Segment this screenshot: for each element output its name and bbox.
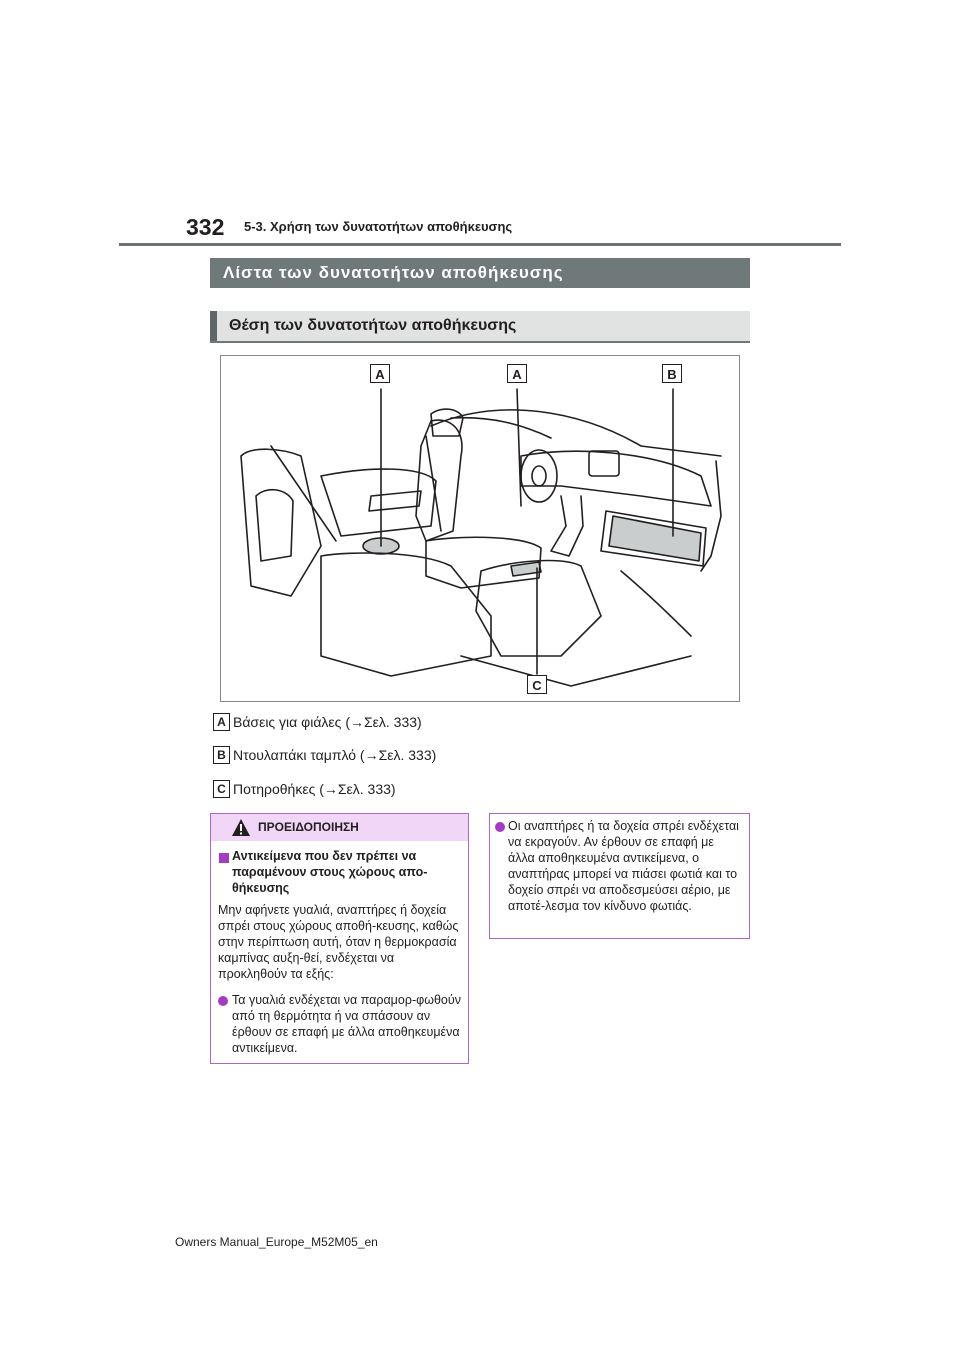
floor-line (461, 656, 691, 686)
running-head: 5-3. Χρήση των δυνατοτήτων αποθήκευσης (244, 219, 513, 234)
center-console-front (551, 496, 583, 556)
warning-heading: Αντικείμενα που δεν πρέπει να παραμένουν στους χώρους απο-θήκευσης (232, 849, 428, 895)
subsection-title-bar (210, 311, 750, 343)
round-bullet-icon (495, 822, 505, 832)
door-armrest (369, 491, 421, 511)
section-title: Λίστα των δυνατοτήτων αποθήκευσης (210, 258, 750, 288)
continued-warning-box (489, 813, 750, 939)
callout-b: B (662, 364, 682, 383)
continued-warning-bullet: Οι αναπτήρες ή τα δοχεία σπρέι ενδέχεται να εκραγούν. Αν έρθουν σε επαφή με άλλα αποθηκευμένα αντικείμενα, ο αναπτήρας μπορεί να πιάσει φωτιά και το δοχείο σπρέι να αποδεσμεύσει αέριο, με αποτέ-λεσμα τον κίνδυνο φωτιάς. (508, 819, 739, 913)
callout-a-center: A (507, 364, 527, 383)
legend-text-a: Βάσεις για φιάλες (→Σελ. 333) (233, 714, 422, 730)
header-rule (119, 243, 841, 246)
warning-triangle-icon (231, 818, 251, 837)
windshield-frame (431, 410, 721, 456)
a-pillar-line (451, 418, 551, 438)
subtitle-accent (210, 311, 217, 341)
warning-bullet: Τα γυαλιά ενδέχεται να παραμορ-φωθούν από τη θερμότητα ή να σπάσουν αν έρθουν σε επαφή με άλλα αποθηκευμένα αντικείμενα. (232, 993, 461, 1055)
legend-key-b: B (213, 746, 230, 764)
rear-seat-back (241, 449, 321, 596)
warning-box (210, 813, 469, 1064)
legend-text-c: Ποτηροθήκες (→Σελ. 333) (233, 781, 396, 797)
round-bullet-icon (218, 996, 228, 1006)
legend-key-c: C (213, 780, 230, 798)
steering-wheel (521, 450, 557, 502)
legend-text-b: Ντουλαπάκι ταμπλό (→Σελ. 333) (233, 747, 437, 763)
legend-key-a: A (213, 713, 230, 731)
car-interior-illustration (220, 355, 740, 702)
car-interior-drawing (221, 356, 739, 701)
callout-c: C (527, 675, 547, 694)
seatbelt-b-pillar (426, 436, 441, 531)
center-display (589, 451, 619, 476)
warning-header (211, 814, 468, 841)
steering-hub (532, 466, 546, 486)
warning-body: Μην αφήνετε γυαλιά, αναπτήρες ή δοχεία σπρέι στους χώρους αποθή-κευσης, καθώς στην περίπτωση αυτή, όταν η θερμοκρασία καμπίνας αυξη-θεί, ενδέχεται να προκληθούν τα εξής: (218, 903, 459, 981)
subsection-title: Θέση των δυνατοτήτων αποθήκευσης (229, 317, 517, 334)
passenger-footwell (621, 571, 691, 636)
rear-headrest (256, 490, 293, 561)
warning-title: ΠΡΟΕΙΔΟΠΟΙΗΣΗ (258, 820, 359, 834)
callout-a-left: A (370, 364, 390, 383)
leader-line-a-center (517, 389, 521, 506)
square-bullet-icon (219, 853, 229, 863)
page-number: 332 (186, 214, 225, 240)
footer-text: Owners Manual_Europe_M52M05_en (175, 1235, 378, 1249)
